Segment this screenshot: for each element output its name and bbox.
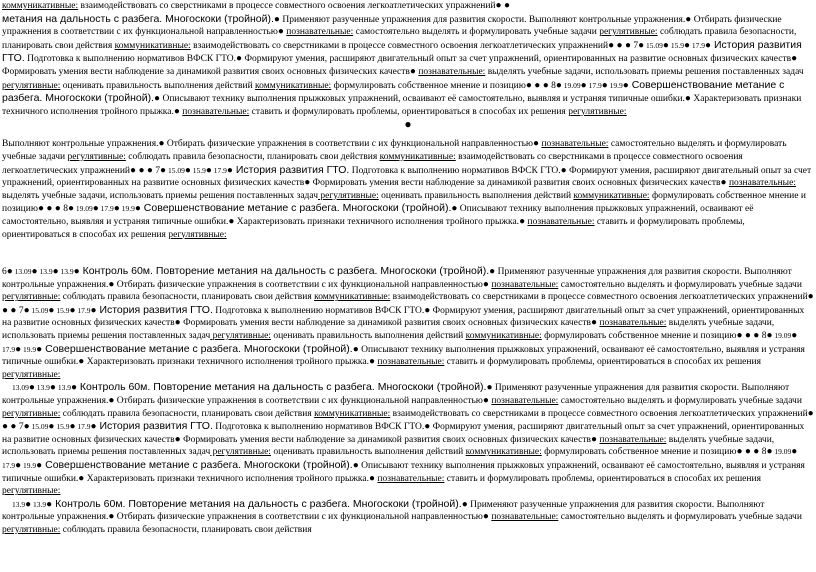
lesson-date: 13.9: [58, 267, 74, 277]
regulatory-label: регулятивные:: [2, 292, 61, 303]
lesson-date: 15.9: [190, 165, 206, 175]
bullet-icon: ●: [37, 203, 44, 215]
lesson-number: 7: [16, 305, 24, 316]
regulatory-label: регулятивные:: [2, 408, 61, 419]
bullet-icon: ●: [705, 39, 712, 51]
bullet-icon: ●: [108, 395, 115, 407]
lesson-number: 7: [631, 40, 639, 51]
bullet-icon: ●: [683, 39, 691, 51]
bullet-icon: ●: [766, 446, 773, 458]
lesson-date: 13.9: [55, 383, 71, 393]
regulatory-label: регулятивные:: [2, 486, 61, 497]
regulatory-label: регулятивные:: [168, 229, 227, 240]
lesson-date: 17.9: [2, 344, 16, 354]
cognitive-label: познавательные:: [377, 473, 445, 484]
bullet-icon: ●: [69, 421, 76, 433]
bullet-icon: ●: [15, 460, 22, 471]
bullet-icon: ●: [525, 79, 532, 91]
lesson-date: 15.9: [54, 305, 70, 315]
lesson-date: 13.9: [37, 267, 53, 277]
regulatory-label: регулятивные:: [318, 190, 379, 201]
bullet-icon: ●: [766, 330, 773, 342]
bullet-icon: ●: [48, 304, 55, 316]
lesson-title: Совершенствование метание с разбега. Многоскоки (тройной).: [140, 202, 452, 215]
bullet-icon: ●: [482, 511, 489, 523]
lesson-number: 8: [759, 331, 767, 342]
bullet-icon: ●: [495, 0, 502, 11]
bullet-icon: ●: [78, 472, 85, 484]
bullet-icon: ●: [134, 203, 141, 215]
bullet-icon: ●: [36, 460, 43, 471]
cognitive-label: познавательные:: [182, 106, 250, 117]
lesson-title: Совершенствование метание с разбега. Многоскоки (тройной).: [2, 78, 785, 105]
bullet-icon: ●: [23, 304, 30, 316]
lesson-title: Контроль 60м. Повторение метания на дальность с разбега. Многоскоки (тройной).: [77, 381, 487, 394]
lesson-date: 17.9: [98, 204, 114, 214]
lesson-date: 15.9: [668, 40, 684, 50]
lesson-title: Контроль 60м. Повторение метания на дальность с разбега. Многоскоки (тройной).: [79, 265, 490, 278]
bullet-icon: ●: [23, 421, 30, 433]
bullet-icon: ●: [90, 304, 97, 316]
lesson-number: 7: [152, 165, 161, 176]
communicative-label: коммуникативные:: [255, 80, 332, 91]
bullet-icon: ●: [638, 39, 645, 51]
bullet-icon: ●: [154, 93, 161, 105]
bullet-icon: ●: [368, 472, 376, 484]
bullet-icon: ●: [461, 498, 468, 510]
regulatory-label: регулятивные:: [568, 106, 627, 117]
paragraph-4: 13.09● 13.9● 13.9● Контроль 60м. Повторение метания на дальность с разбега. Многоскоки (тройной).● Применяют разученные упражнения для развития скорости. Выполняют контрольные упражнения.● Отбирать физические упражнения в соответствии с их функциональной направленностью● познавательные: самостоятельно выделять и формулировать учебные задачи регулятивные: соблюдать правила безопасности, планировать свои действия коммуникативные: взаимодействовать со сверстниками в процессе совместного освоения легкоатлетических упражнений● ● ● 7● 15.09● 15.9● 17.9● История развития ГТО. Подготовка к выполнению нормативов ВФСК ГТО.● Формируют умения, расширяют двигательный опыт за счет упражнений, ориентированных на развитие основных физических качеств● Формировать умения вести наблюдение за динамикой развития своих основных физических качеств● познавательные: выделять учебные задачи, использовать приемы решения поставленных задач регулятивные: оценивать правильность выполнения действий коммуникативные: формулировать собственное мнение и позицию● ● ● 8● 19.09● 17.9● 19.9● Совершенствование метание с разбега. Многоскоки (тройной).● Описывают технику выполнения прыжковых упражнений, осваивают её самостоятельно, выявляя и устраняя типичные ошибки.● Характеризовать признаки техничного исполнения тройного прыжка.● познавательные: ставить и формулировать проблемы, ориентироваться в способах их решения регулятивные:: [2, 381, 814, 497]
bullet-icon: ●: [92, 203, 99, 215]
lesson-date: 13.09: [12, 383, 29, 393]
lesson-number: 8: [759, 447, 767, 458]
bullet-icon: ●: [624, 39, 631, 51]
bullet-icon: ●: [503, 0, 511, 11]
communicative-label: коммуникативные:: [379, 151, 456, 162]
bullet-icon: ●: [173, 105, 180, 117]
bullet-icon: ●: [236, 53, 243, 65]
cognitive-label: познавательные:: [491, 396, 559, 407]
regulatory-label: регулятивные:: [210, 331, 271, 342]
communicative-label: коммуникативные:: [2, 1, 79, 11]
cognitive-label: познавательные:: [541, 139, 609, 150]
lesson-date: 19.09: [772, 331, 792, 341]
bullet-icon: ●: [368, 356, 376, 368]
lesson-title: Контроль 60м. Повторение метания на дальность с разбега. Многоскоки (тройной).: [52, 497, 462, 510]
bullet-icon: ●: [482, 395, 489, 407]
paragraph-2: Выполняют контрольные упражнения.● Отбирать физические упражнения в соответствии с их функциональной направленностью● познавательные: самостоятельно выделять и формулировать учебные задачи регулятивные: соблюдать правила безопасности, планировать свои действия коммуникативные: взаимодействовать со сверстниками в процессе совместного освоения легкоатлетических упражнений● ● ● 7● 15.09● 15.9● 17.9● История развития ГТО. Подготовка к выполнению нормативов ВФСК ГТО.● Формируют умения, расширяют двигательный опыт за счет упражнений, ориентированных на развитие основных физических качеств● Формировать умения вести наблюдение за динамикой развития своих основных физических качеств● познавательные: выделять учебные задачи, использовать приемы решения поставленных задач регулятивные: оценивать правильность выполнения действий коммуникативные: формулировать собственное мнение и позицию● ● ● 8● 19.09● 17.9● 19.9● Совершенствование метание с разбега. Многоскоки (тройной).● Описывают технику выполнения прыжковых упражнений, осваивают её самостоятельно, выявляя и устраняя типичные ошибки.● Характеризовать признаки техничного исполнения тройного прыжка.● познавательные: ставить и формулировать проблемы, ориентироваться в способах их решения регулятивные:: [2, 138, 812, 240]
bullet-icon: ●: [519, 215, 526, 227]
bullet-icon: ●: [31, 266, 38, 278]
bullet-icon: ●: [146, 164, 153, 176]
lesson-date: 13.9: [12, 499, 26, 509]
bullet-icon: ●: [277, 26, 284, 38]
bullet-icon: ●: [10, 304, 17, 316]
bullet-icon: ●: [52, 266, 59, 278]
bullet-icon: ●: [113, 203, 120, 215]
communicative-label: коммуникативные:: [465, 331, 542, 342]
bullet-icon: ●: [542, 79, 549, 91]
bullet-icon: ●: [160, 164, 167, 176]
communicative-label: коммуникативные:: [114, 40, 191, 51]
bullet-icon: ●: [404, 117, 412, 132]
cognitive-label: познавательные:: [418, 66, 486, 77]
bullet-icon: ●: [48, 421, 55, 433]
bullet-icon: ●: [78, 356, 85, 368]
regulatory-label: регулятивные:: [210, 447, 271, 458]
bullet-icon: ●: [590, 433, 598, 445]
communicative-label: коммуникативные:: [314, 292, 391, 303]
cognitive-label: познавательные:: [491, 279, 559, 290]
lesson-date: 13.09: [12, 267, 32, 277]
bullet-icon: ●: [791, 330, 798, 342]
regulatory-label: регулятивные:: [599, 27, 658, 38]
bullet-icon: ●: [25, 498, 32, 510]
bullet-icon: ●: [108, 511, 115, 523]
bullet-icon: ●: [130, 164, 137, 176]
lesson-date: 13.9: [31, 499, 47, 509]
bullet-icon: ●: [451, 203, 458, 215]
bullet-icon: ●: [601, 79, 608, 91]
cognitive-label: познавательные:: [599, 434, 667, 445]
lesson-title: Совершенствование метание с разбега. Многоскоки (тройной).: [42, 459, 353, 471]
bullet-icon: ●: [409, 65, 416, 77]
bullet-icon: ●: [736, 446, 743, 458]
bullet-icon: ●: [424, 304, 431, 316]
bullet-icon: ●: [2, 304, 9, 316]
lesson-date: 17.9: [690, 40, 706, 50]
lesson-number: 6: [2, 267, 7, 278]
lesson-title: Совершенствование метание с разбега. Многоскоки (тройной).: [42, 342, 353, 355]
bullet-icon: ●: [15, 343, 22, 355]
bullet-icon: ●: [70, 382, 78, 394]
bullet-icon: ●: [73, 266, 80, 278]
bullet-icon: ●: [54, 203, 61, 215]
bullet-icon: ●: [608, 39, 615, 51]
lesson-date: 19.9: [607, 80, 623, 90]
bullet-icon: ●: [174, 317, 181, 329]
cognitive-label: познавательные:: [527, 216, 595, 227]
communicative-label: коммуникативные:: [314, 408, 391, 419]
cognitive-label: познавательные:: [377, 357, 445, 368]
bullet-icon: ●: [352, 343, 359, 355]
bullet-icon: ●: [486, 382, 493, 394]
bullet-icon: ●: [684, 93, 691, 105]
cognitive-label: познавательные:: [491, 512, 559, 523]
lesson-date: 19.09: [772, 447, 792, 457]
lesson-number: 8: [548, 80, 556, 91]
paragraph-3: 6● 13.09● 13.9● 13.9● Контроль 60м. Повторение метания на дальность с разбега. Многоскоки (тройной).● Применяют разученные упражнения для развития скорости. Выполняют контрольные упражнения.● Отбирать физические упражнения в соответствии с их функциональной направленностью● познавательные: самостоятельно выделять и формулировать учебные задачи регулятивные: соблюдать правила безопасности, планировать свои действия коммуникативные: взаимодействовать со сверстниками в процессе совместного освоения легкоатлетических упражнений● ● ● 7● 15.09● 15.9● 17.9● История развития ГТО. Подготовка к выполнению нормативов ВФСК ГТО.● Формируют умения, расширяют двигательный опыт за счет упражнений, ориентированных на развитие основных физических качеств● Формировать умения вести наблюдение за динамикой развития своих основных физических качеств● познавательные: выделять учебные задачи, использовать приемы решения поставленных задач регулятивные: оценивать правильность выполнения действий коммуникативные: формулировать собственное мнение и позицию● ● ● 8● 19.09● 17.9● 19.9● Совершенствование метание с разбега. Многоскоки (тройной).● Описывают технику выполнения прыжковых упражнений, осваивают её самостоятельно, выявляя и устраняя типичные ошибки.● Характеризовать признаки техничного исполнения тройного прыжка.● познавательные: ставить и формулировать проблемы, ориентироваться в способах их решения регулятивные:: [2, 265, 814, 380]
bullet-icon: ●: [304, 177, 311, 189]
bullet-icon: ●: [69, 304, 76, 316]
regulatory-label: регулятивные:: [2, 524, 61, 535]
lesson-date: 15.09: [29, 305, 49, 315]
bullet-icon: ●: [807, 407, 814, 419]
lesson-date: 19.9: [119, 204, 135, 214]
lesson-title: История развития ГТО.: [96, 420, 213, 433]
lesson-date: 15.09: [166, 165, 185, 175]
bullet-icon: ●: [720, 177, 727, 189]
lesson-date: 19.9: [21, 344, 37, 354]
bullet-icon: ●: [46, 498, 53, 510]
bullet-icon: ●: [533, 138, 540, 150]
lesson-date: 19.09: [74, 204, 93, 214]
communicative-label: коммуникативные:: [465, 447, 542, 458]
cognitive-label: познавательные:: [286, 27, 354, 38]
lesson-date: 19.9: [21, 461, 37, 470]
bullet-icon: ●: [791, 53, 798, 65]
lesson-date: 17.9: [2, 461, 16, 470]
lesson-date: 17.9: [75, 305, 91, 315]
bullet-icon: ●: [205, 164, 212, 176]
bullet-icon: ●: [228, 215, 235, 227]
bullet-icon: ●: [6, 266, 13, 278]
bullet-icon: ●: [36, 343, 43, 355]
lesson-date: 15.09: [29, 422, 49, 432]
cognitive-label: познавательные:: [728, 178, 796, 189]
bullet-icon: ●: [662, 39, 669, 51]
bullet-icon: ●: [174, 433, 181, 445]
bullet-icon: ●: [685, 13, 692, 25]
bullet-icon: ●: [138, 164, 145, 176]
bullet-icon: ●: [580, 79, 587, 91]
bullet-icon: ●: [590, 317, 598, 329]
bullet-icon: ●: [28, 382, 35, 394]
lesson-title: История развития ГТО.: [2, 38, 802, 65]
bullet-icon: ●: [158, 138, 165, 150]
lesson-date: 15.9: [54, 422, 70, 432]
bullet-icon: ●: [2, 421, 9, 433]
bullet-icon: ●: [753, 330, 760, 342]
lesson-date: 17.9: [75, 422, 91, 432]
bullet-icon: ●: [424, 421, 431, 433]
lesson-date: 13.9: [34, 383, 50, 393]
bullet-icon: ●: [46, 203, 53, 215]
communicative-label: коммуникативные:: [573, 190, 650, 201]
regulatory-label: регулятивные:: [2, 80, 61, 91]
bullet-icon: ●: [744, 446, 751, 458]
bullet-icon: ●: [736, 330, 743, 342]
lesson-date: 17.9: [586, 80, 602, 90]
lesson-date: 19.09: [561, 80, 581, 90]
bullet-icon: ●: [67, 203, 74, 215]
bullet-icon: ●: [560, 164, 567, 176]
lesson-number: 7: [16, 422, 24, 433]
regulatory-label: регулятивные:: [67, 151, 126, 162]
paragraph-1: коммуникативные: взаимодействовать со сверстниками в процессе совместного освоения легкоатлетических упражнений● ● метания на дальность с разбега. Многоскоки (тройной).● Применяют разученные упражнения для развития скорости. Выполняют контрольные упражнения.● Отбирать физические упражнения в соответствии с их функциональной направленностью● познавательные: самостоятельно выделять и формулировать учебные задачи регулятивные: соблюдать правила безопасности, планировать свои действия коммуникативные: взаимодействовать со сверстниками в процессе совместного освоения легкоатлетических упражнений● ● ● 7● 15.09● 15.9● 17.9● История развития ГТО. Подготовка к выполнению нормативов ВФСК ГТО.● Формируют умения, расширяют двигательный опыт за счет упражнений, ориентированных на развитие основных физических качеств● Формировать умения вести наблюдение за динамикой развития своих основных физических качеств● познавательные: выделять учебные задачи, использовать приемы решения поставленных задач регулятивные: оценивать правильность выполнения действий коммуникативные: формулировать собственное мнение и позицию● ● ● 8● 19.09● 17.9● 19.9● Совершенствование метание с разбега. Многоскоки (тройной).● Описывают технику выполнения прыжковых упражнений, осваивают её самостоятельно, выявляя и устраняя типичные ошибки.● Характеризовать признаки техничного исполнения тройного прыжка.● познавательные: ставить и формулировать проблемы, ориентироваться в способах их решения регулятивные:: [2, 0, 804, 117]
bullet-icon: ●: [534, 79, 541, 91]
lesson-title: История развития ГТО.: [96, 303, 213, 316]
bullet-icon: ●: [791, 446, 798, 458]
bullet-icon: ●: [555, 79, 562, 91]
bullet-icon: ●: [489, 266, 496, 278]
bullet-icon: ●: [90, 421, 97, 433]
bullet-icon: ●: [482, 278, 489, 290]
bullet-icon: ●: [49, 382, 56, 394]
bullet-icon: ●: [352, 460, 359, 471]
bullet-icon: ●: [616, 39, 623, 51]
cognitive-label: познавательные:: [599, 318, 667, 329]
bullet-icon: ●: [273, 13, 280, 25]
bullet-icon: ●: [184, 164, 191, 176]
bullet-icon: ●: [226, 164, 233, 176]
bullet-icon: ●: [744, 330, 751, 342]
bullet-icon: ●: [10, 421, 17, 433]
lesson-title: метания на дальность с разбега. Многоскоки (тройной).: [2, 12, 274, 25]
lesson-date: 15.09: [644, 40, 663, 50]
bullet-icon: ●: [753, 446, 760, 458]
lesson-number: 8: [60, 204, 68, 215]
regulatory-label: регулятивные:: [2, 369, 61, 380]
lesson-date: 17.9: [211, 165, 227, 175]
paragraph-5: 13.9● 13.9● Контроль 60м. Повторение метания на дальность с разбега. Многоскоки (тройной).● Применяют разученные упражнения для развития скорости. Выполняют контрольные упражнения.● Отбирать физические упражнения в соответствии с их функциональной направленностью● познавательные: самостоятельно выделять и формулировать учебные задачи регулятивные: соблюдать правила безопасности, планировать свои действия: [2, 497, 802, 535]
lesson-title: История развития ГТО.: [232, 163, 350, 176]
bullet-icon: ●: [622, 79, 629, 91]
bullet-icon: ●: [108, 278, 115, 290]
bullet-icon: ●: [807, 291, 814, 303]
